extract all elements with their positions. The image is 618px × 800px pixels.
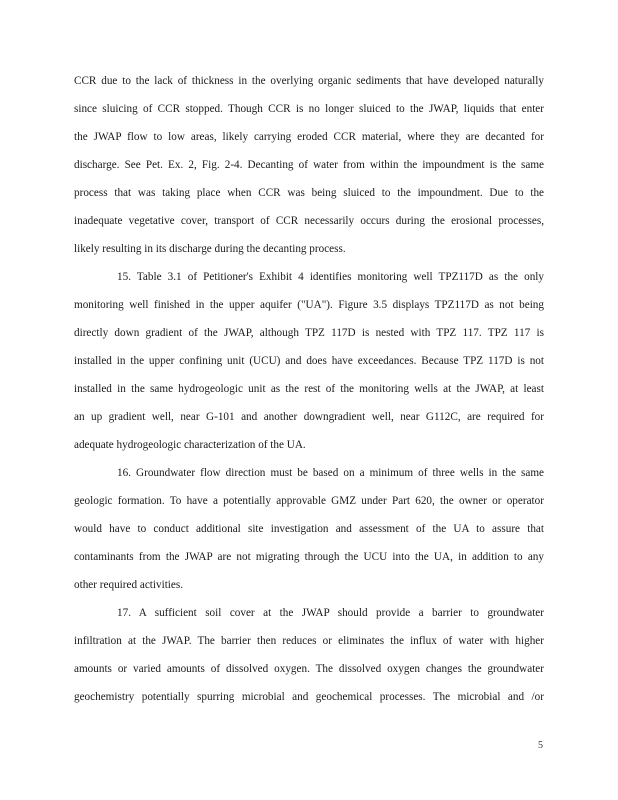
text-line: inadequate vegetative cover, transport of CCR necessarily occurs during the erosional processes, (74, 215, 544, 227)
paragraph-15-first-line: 15. Table 3.1 of Petitioner's Exhibit 4 identifies monitoring well TPZ117D as the only (117, 271, 544, 283)
text-line: contaminants from the JWAP are not migrating through the UCU into the UA, in addition to any (74, 551, 544, 563)
text-line: installed in the upper confining unit (UCU) and does have exceedances. Because TPZ 117D is not (74, 355, 544, 367)
text-line: monitoring well finished in the upper aquifer ("UA"). Figure 3.5 displays TPZ117D as not being (74, 299, 544, 311)
text-line: CCR due to the lack of thickness in the overlying organic sediments that have developed naturally (74, 75, 544, 87)
text-line: since sluicing of CCR stopped. Though CCR is no longer sluiced to the JWAP, liquids that enter (74, 103, 544, 115)
text-line: discharge. See Pet. Ex. 2, Fig. 2-4. Decanting of water from within the impoundment is the same (74, 159, 544, 171)
text-line: directly down gradient of the JWAP, although TPZ 117D is nested with TPZ 117. TPZ 117 is (74, 327, 544, 339)
paragraph-16-first-line: 16. Groundwater flow direction must be based on a minimum of three wells in the same (117, 467, 544, 479)
paragraph-17-first-line: 17. A sufficient soil cover at the JWAP should provide a barrier to groundwater (117, 607, 544, 619)
text-line: infiltration at the JWAP. The barrier then reduces or eliminates the influx of water with higher (74, 635, 544, 647)
text-line: adequate hydrogeologic characterization of the UA. (74, 439, 306, 451)
text-line: an up gradient well, near G-101 and another downgradient well, near G112C, are required for (74, 411, 544, 423)
text-line: the JWAP flow to low areas, likely carrying eroded CCR material, where they are decanted for (74, 131, 544, 143)
text-line: geochemistry potentially spurring microbial and geochemical processes. The microbial and /or (74, 691, 544, 703)
text-line: installed in the same hydrogeologic unit as the rest of the monitoring wells at the JWAP, at least (74, 383, 544, 395)
text-line: geologic formation. To have a potentially approvable GMZ under Part 620, the owner or operator (74, 495, 544, 507)
page-number: 5 (538, 740, 543, 751)
text-line: process that was taking place when CCR was being sluiced to the impoundment. Due to the (74, 187, 544, 199)
text-line: other required activities. (74, 579, 184, 591)
text-line: amounts or varied amounts of dissolved oxygen. The dissolved oxygen changes the groundwater (74, 663, 544, 675)
text-line: likely resulting in its discharge during the decanting process. (74, 243, 346, 255)
text-line: would have to conduct additional site investigation and assessment of the UA to assure that (74, 523, 544, 535)
